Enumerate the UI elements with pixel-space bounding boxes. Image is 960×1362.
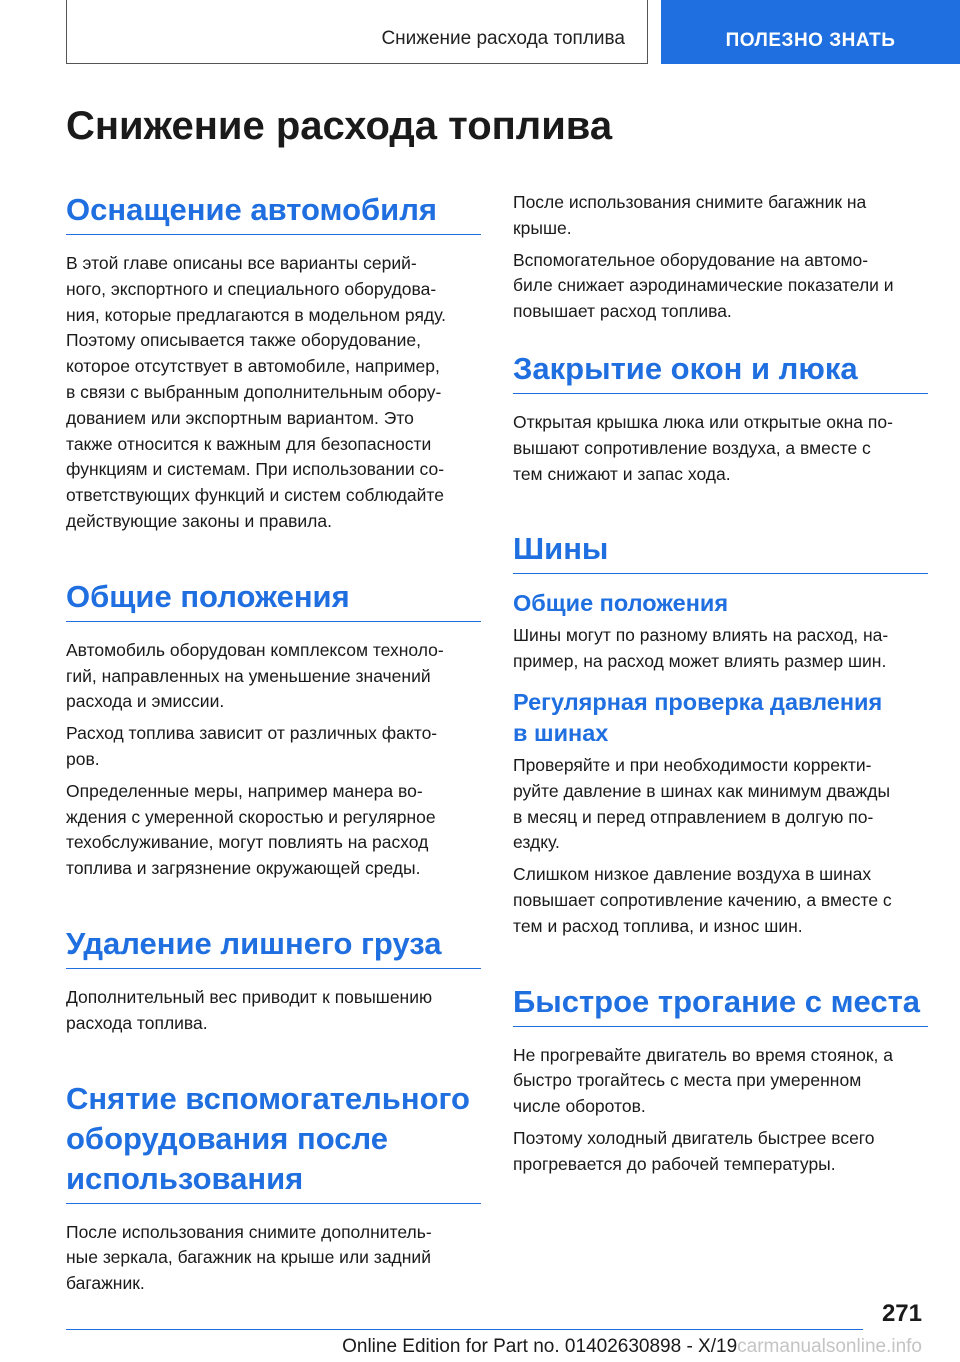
- paragraph-windows: Открытая крышка люка или открытые окна по- вышают сопротивление воздуха, а вместе с тем снижают и запас хода.: [513, 411, 893, 484]
- page-title: Снижение расхода топлива: [66, 104, 613, 148]
- paragraph-cargo: Дополнительный вес приводит к повышению расхода топлива.: [66, 986, 433, 1033]
- paragraph-tires-general: Шины могут по разному влиять на расход, на- пример, на расход может влиять размер шин.: [513, 625, 889, 672]
- paragraph-equipment: В этой главе описаны все варианты серий- ного, экспортного и специального оборудова- ния, которые предлагаются в модельном ряду. Поэтому описывается также оборудование, которое отсутствует в автомобиле, например, в связи с выбранным дополнительным обору- дованием или экспортным вариантом. Это также относится к важным для безопасности функциям и системам. При использовании со- ответствующих функций и систем соблюдайте действующие законы и правила.: [66, 253, 446, 531]
- subheading-tires-general: Общие положения: [513, 590, 729, 617]
- left-column: [66, 190, 481, 1297]
- header-chapter-box: [66, 0, 648, 64]
- heading-windows: Закрытие окон и люка: [513, 349, 928, 394]
- heading-quick-start: Быстрое трогание с места: [513, 982, 928, 1027]
- footer: [66, 1336, 922, 1358]
- footer-edition: Online Edition for Part no. 01402630898 - X/19: [342, 1336, 738, 1357]
- heading-accessories: Снятие вспомогательного оборудования после использования: [66, 1079, 481, 1204]
- footer-divider: [66, 1329, 863, 1330]
- heading-equipment: Оснащение автомобиля: [66, 190, 481, 235]
- right-column: [513, 190, 928, 1178]
- paragraph-quick-start-1: Не прогревайте двигатель во время стоянок, а быстро трогайтесь с места при умеренном числе оборотов.: [513, 1044, 893, 1117]
- heading-tires: Шины: [513, 529, 928, 574]
- page-number: 271: [881, 1300, 922, 1327]
- subheading-tire-pressure: Регулярная проверка давления в шинах: [513, 688, 883, 746]
- paragraph-accessories: После использования снимите дополнитель- ные зеркала, багажник на крыше или задний багажник.: [66, 1221, 432, 1294]
- heading-cargo: Удаление лишнего груза: [66, 924, 481, 969]
- paragraph-aerodynamics: Вспомогательное оборудование на автомо- биле снижает аэродинамические показатели и повышает расход топлива.: [513, 249, 894, 322]
- paragraph-low-pressure: Слишком низкое давление воздуха в шинах повышает сопротивление качению, а вместе с тем и расход топлива, и износ шин.: [513, 864, 892, 936]
- paragraph-general-2: Расход топлива зависит от различных факто- ров.: [66, 723, 438, 769]
- paragraph-general-1: Автомобиль оборудован комплексом техноло- гий, направленных на уменьшение значений расхода и эмиссии.: [66, 639, 444, 712]
- heading-general: Общие положения: [66, 577, 481, 622]
- paragraph-roof-rack: После использования снимите багажник на крыше.: [513, 192, 867, 238]
- paragraph-quick-start-2: Поэтому холодный двигатель быстрее всего прогревается до рабочей температуры.: [513, 1127, 875, 1174]
- footer-watermark[interactable]: carmanualsonline.info: [737, 1336, 922, 1357]
- paragraph-general-3: Определенные меры, например манера во- ждения с умеренной скоростью и регулярное техобслуживание, могут повлиять на расход топлива и загрязнение окружающей среды.: [66, 780, 436, 879]
- header-section-tab[interactable]: [661, 0, 960, 64]
- paragraph-tire-pressure: Проверяйте и при необходимости корректи- руйте давление в шинах как минимум дважды в месяц и перед отправлением в долгую по- ездку.: [513, 754, 891, 853]
- header-section-tab-label: ПОЛЕЗНО ЗНАТЬ: [725, 30, 896, 51]
- header-chapter-title: Снижение расхода топлива: [381, 28, 625, 49]
